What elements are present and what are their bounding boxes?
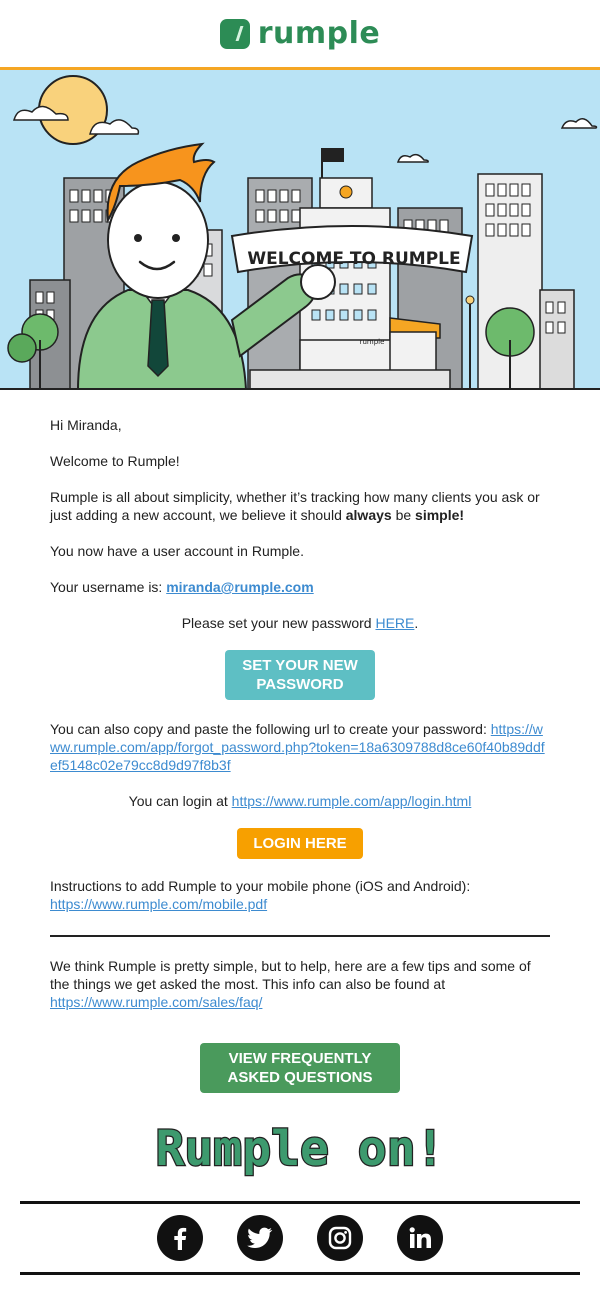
rumple-logo[interactable] bbox=[220, 16, 381, 51]
intro-simple: simple! bbox=[415, 507, 465, 523]
intro-mid: be bbox=[391, 507, 416, 523]
city-illustration bbox=[0, 70, 600, 390]
email-body bbox=[0, 390, 600, 1183]
intro-always: always bbox=[345, 507, 392, 523]
instagram-icon[interactable] bbox=[317, 1215, 363, 1261]
email-header bbox=[0, 0, 600, 70]
login-text: You can login at bbox=[128, 793, 232, 809]
password-prompt-period: . bbox=[414, 615, 419, 631]
username-link[interactable]: miranda@rumple.com bbox=[166, 579, 314, 595]
intro-paragraph bbox=[50, 488, 550, 524]
mobile-paragraph bbox=[50, 877, 550, 913]
twitter-icon[interactable] bbox=[237, 1215, 283, 1261]
set-password-row bbox=[50, 650, 550, 700]
login-line bbox=[50, 792, 550, 810]
username-line bbox=[50, 578, 550, 596]
set-password-button[interactable]: SET YOUR NEW PASSWORD bbox=[225, 650, 375, 700]
account-line: You now have a user account in Rumple. bbox=[50, 543, 304, 559]
hero-illustration bbox=[0, 70, 600, 390]
tips-text: We think Rumple is pretty simple, but to help, here are a few tips and some of the things we get asked the most. This info can also be found at bbox=[50, 958, 531, 992]
tips-paragraph bbox=[50, 957, 550, 1011]
reset-password-url[interactable]: https://www.rumple.com/app/forgot_password.php?token=18a6309788d8ce60f40b89ddfef5148c02e79cc8d9d97f8b3f bbox=[50, 721, 545, 773]
tagline-art bbox=[140, 1115, 460, 1179]
copy-url-paragraph bbox=[50, 720, 550, 774]
facebook-icon[interactable] bbox=[157, 1215, 203, 1261]
rumple-logo-icon bbox=[220, 19, 250, 49]
welcome-line: Welcome to Rumple! bbox=[50, 453, 180, 469]
login-button-row bbox=[50, 828, 550, 859]
building-sign: rumple bbox=[359, 338, 385, 346]
tagline bbox=[50, 1115, 550, 1183]
mobile-text: Instructions to add Rumple to your mobile phone (iOS and Android): bbox=[50, 878, 471, 894]
username-label: Your username is: bbox=[50, 579, 167, 595]
password-here-link[interactable]: HERE bbox=[375, 615, 415, 631]
linkedin-icon[interactable] bbox=[397, 1215, 443, 1261]
faq-button-row bbox=[50, 1043, 550, 1093]
banner-text: WELCOME TO RUMPLE bbox=[247, 249, 461, 269]
login-url[interactable]: https://www.rumple.com/app/login.html bbox=[231, 793, 472, 809]
faq-button[interactable]: VIEW FREQUENTLY ASKED QUESTIONS bbox=[200, 1043, 400, 1093]
section-divider bbox=[50, 935, 550, 937]
login-button[interactable]: LOGIN HERE bbox=[237, 828, 362, 859]
greeting: Hi Miranda, bbox=[50, 417, 122, 433]
copy-url-text: You can also copy and paste the following url to create your password: bbox=[50, 721, 491, 737]
faq-url[interactable]: https://www.rumple.com/sales/faq/ bbox=[50, 994, 263, 1010]
password-prompt-text: Please set your new password bbox=[181, 615, 376, 631]
social-footer bbox=[20, 1201, 580, 1275]
password-prompt bbox=[50, 614, 550, 632]
intro-text: Rumple is all about simplicity, whether it’s tracking how many clients you ask or just adding a new account, we believe it should bbox=[50, 489, 540, 523]
mobile-url[interactable]: https://www.rumple.com/mobile.pdf bbox=[50, 896, 268, 912]
tagline-text: Rumple on! bbox=[155, 1121, 445, 1177]
brand-name: rumple bbox=[257, 16, 381, 51]
